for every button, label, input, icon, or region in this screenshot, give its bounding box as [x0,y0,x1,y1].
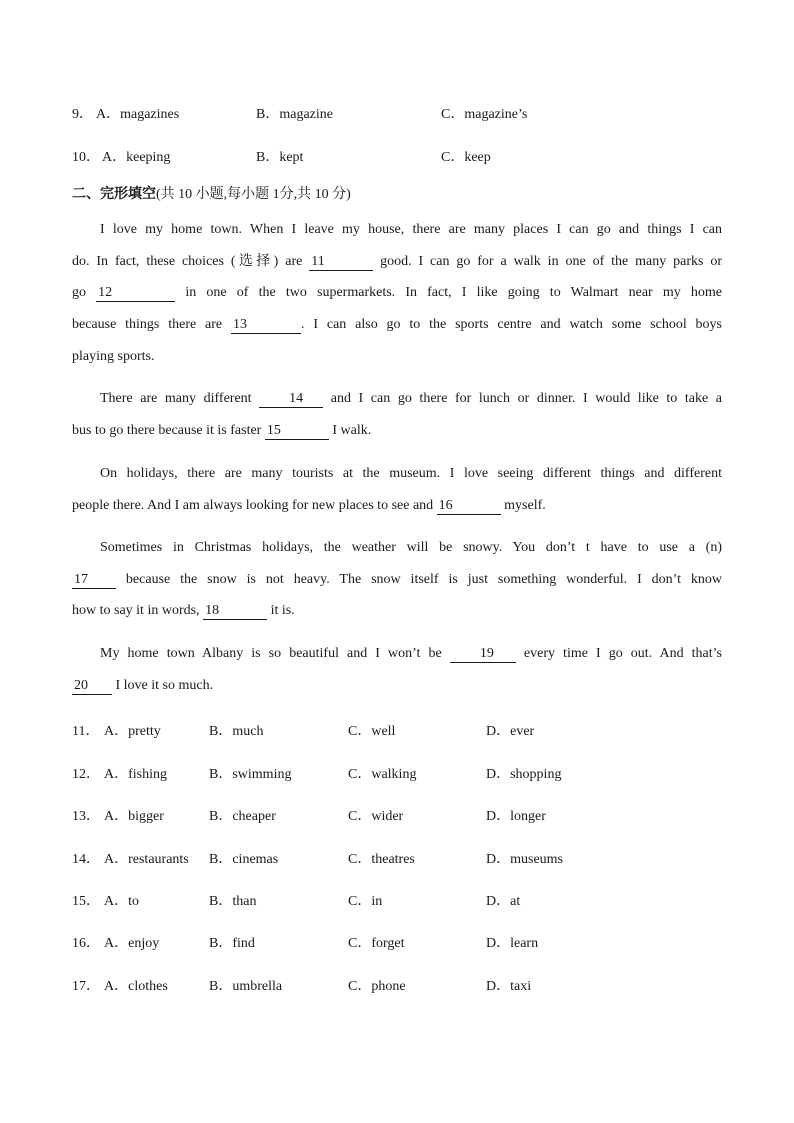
passage-paragraph-2 [72,383,722,446]
passage-paragraph-3 [72,458,722,521]
blank-15[interactable]: 15 [265,423,329,440]
blank-20[interactable]: 20 [72,678,112,695]
option-c[interactable]: C．well [348,724,396,739]
option-d[interactable]: D．taxi [486,979,532,994]
question-number: 13． [72,809,100,824]
question-number: 12． [72,767,100,782]
section-heading [72,183,351,203]
passage-paragraph-1 [72,214,722,372]
passage-line: do. In fact, these choices (选择) are 11 good. I can go for a walk in one of the many parks or [72,253,722,269]
question-number: 14． [72,852,100,867]
option-d[interactable]: D．shopping [486,767,562,782]
option-b[interactable]: B．cinemas [209,852,279,867]
question-row [72,720,722,740]
passage-line: 17 because the snow is not heavy. The snow itself is just something wonderful. I don’t know [74,571,722,587]
option-b[interactable]: B．swimming [209,767,292,782]
option-a[interactable]: A．clothes [104,979,168,994]
passage-paragraph-4 [72,532,722,627]
option-a: A．keeping [102,150,171,165]
question-row [72,890,722,910]
question-number: 10． [72,150,100,165]
option-a[interactable]: A．enjoy [104,936,160,951]
question-number: 16． [72,936,100,951]
option-a[interactable]: A．pretty [104,724,161,739]
option-c[interactable]: C．phone [348,979,406,994]
section-title: 二、完形填空 [72,187,156,202]
option-a[interactable]: A．bigger [104,809,164,824]
question-row [72,932,722,952]
option-a: A．magazines [96,107,180,122]
blank-12[interactable]: 12 [96,285,175,302]
passage-line: go 12 in one of the two supermarkets. In fact, I like going to Walmart near my home [72,285,723,301]
option-b[interactable]: B．cheaper [209,809,276,824]
blank-17[interactable]: 17 [72,572,116,589]
question-row [72,146,722,166]
passage-line: My home town Albany is so beautiful and I won’t be 19 every time I go out. And that’s [100,646,723,661]
passage-line: because things there are 13 . I can also go to the sports centre and watch some school boys [72,317,723,333]
passage-line: There are many different 14 and I can go there for lunch or dinner. I would like to take a [100,391,722,406]
question-number: 9． [72,107,93,122]
option-c: C．keep [441,150,491,165]
question-row [72,805,722,825]
option-b[interactable]: B．umbrella [209,979,283,994]
option-c: C．magazine’s [441,107,528,122]
option-b: B．kept [256,150,304,165]
option-a[interactable]: A．restaurants [104,852,189,867]
passage-paragraph-5 [72,638,722,701]
blank-11[interactable]: 11 [309,254,373,271]
passage-line: people there. And I am always looking for new places to see and 16 myself. [72,497,546,513]
question-row [72,975,722,995]
option-c[interactable]: C．wider [348,809,404,824]
option-d[interactable]: D．longer [486,809,546,824]
option-c[interactable]: C．in [348,894,383,909]
question-number: 15． [72,894,100,909]
question-row [72,763,722,783]
question-row [72,103,722,123]
section-note: (共 10 小题,每小题 1分,共 10 分) [156,187,351,202]
question-number: 11． [72,724,100,739]
blank-18[interactable]: 18 [203,603,267,620]
option-b[interactable]: B．than [209,894,257,909]
passage-line: Sometimes in Christmas holidays, the weather will be snowy. You don’t t have to use a (n) [100,540,722,555]
option-c[interactable]: C．walking [348,767,417,782]
option-b[interactable]: B．find [209,936,255,951]
passage-line: I love my home town. When I leave my house, there are many places I can go and things I can [100,222,722,237]
blank-13[interactable]: 13 [231,317,301,334]
option-a[interactable]: A．to [104,894,139,909]
passage-line: playing sports. [72,348,155,364]
blank-19[interactable]: 19 [450,646,516,663]
passage-line: On holidays, there are many tourists at the museum. I love seeing different things and different [100,466,722,481]
option-c[interactable]: C．theatres [348,852,415,867]
question-row [72,848,722,868]
blank-14[interactable]: 14 [259,391,323,408]
passage-line: 20 I love it so much. [74,677,214,693]
question-number: 17． [72,979,100,994]
passage-line: bus to go there because it is faster 15 I walk. [72,422,372,438]
option-b: B．magazine [256,107,333,122]
option-d[interactable]: D．at [486,894,521,909]
option-b[interactable]: B．much [209,724,264,739]
option-d[interactable]: D．learn [486,936,539,951]
passage-line: how to say it in words, 18 it is. [72,603,295,619]
option-c[interactable]: C．forget [348,936,405,951]
option-d[interactable]: D．ever [486,724,535,739]
option-a[interactable]: A．fishing [104,767,167,782]
blank-16[interactable]: 16 [437,498,501,515]
option-d[interactable]: D．museums [486,852,563,867]
